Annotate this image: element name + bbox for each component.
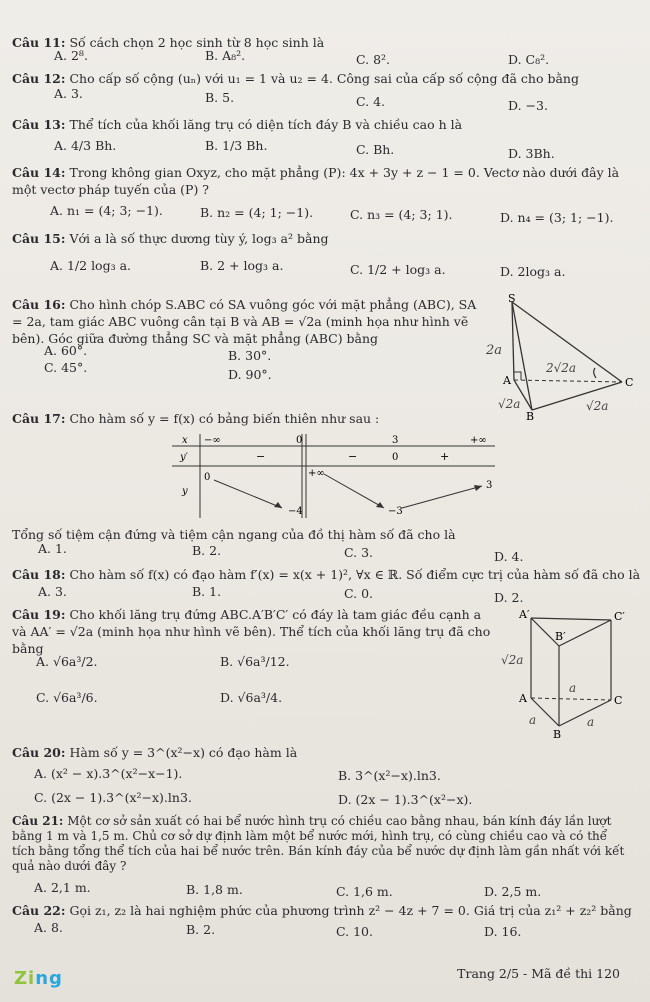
option-c: C. 3. [344,545,373,560]
question-16 [12,296,482,347]
y-val-2: −4 [288,506,303,517]
option-a: A. 60°. [44,343,88,358]
option-c: C. 10. [336,924,373,939]
option-a: A. n₁ = (4; 3; −1). [50,203,163,218]
vertex-c-prime: C′ [614,610,625,623]
question-text: Thể tích của khối lăng trụ có diện tích đáy B và chiều cao h là [69,117,463,132]
pyramid-figure [476,292,646,422]
option-d: D. 3Bh. [508,146,555,161]
question-17-prompt: Tổng số tiệm cận đứng và tiệm cận ngang của đồ thị hàm số đã cho là [12,527,456,542]
logo-part: Zi [14,968,36,989]
option-d: D. 16. [484,924,522,939]
y-val-4: −3 [388,506,403,517]
y-val-3: +∞ [308,468,325,479]
vertex-b-prime: B′ [555,630,566,643]
question-13 [12,116,642,133]
question-22 [12,902,642,919]
option-d: D. √6a³/4. [220,690,283,705]
option-c: C. 1,6 m. [336,884,393,899]
option-c: C. (2x − 1).3^(x²−x).ln3. [34,790,192,805]
vertex-a: A [503,374,511,387]
option-c: C. 0. [344,586,373,601]
option-b: B. 1/3 Bh. [205,138,268,153]
question-text: Một cơ sở sản xuất có hai bể nước hình trụ có chiều cao bằng nhau, bán kính đáy lần lượt bằng 1 m và 1,5 m. Chủ cơ sở dự định làm một bể nước mới, hình trụ, có cùng chiều cao và có thể tích bằng tổng thể tích của hai bể nước trên. Bán kính đáy của bể nước dự định làm gần nhất với kết quả nào dưới đây ? [12,814,625,873]
vertex-a: A [519,692,527,705]
option-c: C. n₃ = (4; 3; 1). [350,207,453,222]
question-number: Câu 18: [12,567,66,582]
row-y-label: y [182,486,188,497]
question-number: Câu 21: [12,814,64,828]
option-c: C. 1/2 + log₃ a. [350,262,446,277]
option-d: D. 4. [494,549,524,564]
option-b: B. 30°. [228,348,272,363]
vertex-b: B [526,410,535,422]
option-d: D. C₈². [508,52,550,67]
logo-part: ng [35,968,63,989]
label-sa: 2a [486,343,503,358]
yp-val-2: − [348,450,358,463]
y-val-1: 0 [204,472,211,483]
question-number: Câu 17: [12,411,66,426]
option-a: A. 8. [34,920,63,935]
yp-val-3: 0 [392,452,399,463]
option-b: B. √6a³/12. [220,654,290,669]
question-text: Trong không gian Oxyz, cho mặt phẳng (P): 4x + 3y + z − 1 = 0. Vectơ nào dưới đây là một vectơ pháp tuyến của (P) ? [12,165,620,197]
option-c: C. √6a³/6. [36,690,98,705]
question-text: Cho hình chóp S.ABC có SA vuông góc với mặt phẳng (ABC), SA = 2a, tam giác ABC vuông cân tại B và AB = √2a (minh họa như hình vẽ bên). Góc giữa đường thẳng SC và mặt phẳng (ABC) bằng [12,297,477,346]
option-b: B. 1,8 m. [186,882,243,897]
option-b: B. 3^(x²−x).ln3. [338,768,441,783]
question-number: Câu 19: [12,607,66,622]
x-val-4: +∞ [470,435,487,446]
question-text: Số cách chọn 2 học sinh từ 8 học sinh là [69,35,325,50]
option-d: D. 2,5 m. [484,884,542,899]
x-val-3: 3 [392,435,399,446]
question-number: Câu 20: [12,745,66,760]
option-c: C. 4. [356,94,385,109]
label-height: √2a [501,653,524,667]
question-18 [12,566,642,583]
option-a: A. √6a³/2. [36,654,98,669]
label-bc: a [587,715,595,729]
yp-val-4: + [440,450,450,463]
option-a: A. 4/3 Bh. [54,138,117,153]
question-text: Cho hàm số f(x) có đạo hàm f′(x) = x(x + 1)², ∀x ∈ ℝ. Số điểm cực trị của hàm số đã cho là [69,567,641,582]
vertex-s: S [508,292,516,305]
option-a: A. 2,1 m. [34,880,91,895]
question-number: Câu 16: [12,297,66,312]
label-bc: √2a [586,399,609,413]
question-number: Câu 12: [12,71,66,86]
x-val-2: 0 [296,435,303,446]
question-number: Câu 11: [12,35,66,50]
option-b: B. 2 + log₃ a. [200,258,284,273]
option-a: A. (x² − x).3^(x²−x−1). [34,766,183,781]
question-text: Hàm số y = 3^(x²−x) có đạo hàm là [69,745,298,760]
option-a: A. 1/2 log₃ a. [50,258,131,273]
option-a: A. 3. [54,86,83,101]
page-footer: Trang 2/5 - Mã đề thi 120 [457,966,620,981]
question-21 [12,814,632,874]
question-text: Cho khối lăng trụ đứng ABC.A′B′C′ có đáy là tam giác đều cạnh a và AA′ = √2a (minh họa như hình vẽ bên). Thể tích của khối lăng trụ đã cho bằng [12,607,491,656]
question-text: Cho cấp số cộng (uₙ) với u₁ = 1 và u₂ = 4. Công sai của cấp số cộng đã cho bằng [69,71,579,86]
variation-table [170,432,500,522]
label-ac: 2√2a [546,361,577,375]
option-c: C. Bh. [356,142,395,157]
option-d: D. 90°. [228,367,272,382]
question-number: Câu 13: [12,117,66,132]
vertex-c: C [614,694,623,707]
option-a: A. 2⁸. [54,48,88,63]
option-b: B. n₂ = (4; 1; −1). [200,205,314,220]
x-val-1: −∞ [204,435,221,446]
question-text: Với a là số thực dương tùy ý, log₃ a² bằng [69,231,329,246]
option-a: A. 1. [38,541,67,556]
row-yp-label: y′ [180,452,188,463]
zing-logo [14,968,63,989]
label-ab: √2a [498,397,521,411]
option-b: B. 5. [205,90,235,105]
option-d: D. (2x − 1).3^(x²−x). [338,792,473,807]
question-19 [12,606,496,657]
row-x-label: x [182,435,188,446]
question-11 [12,34,642,51]
question-15 [12,230,642,247]
label-ac: a [569,681,577,695]
y-val-5: 3 [486,480,493,491]
option-c: C. 45°. [44,360,88,375]
question-20 [12,744,642,761]
option-b: B. 2. [192,543,222,558]
option-b: B. 1. [192,584,222,599]
vertex-a-prime: A′ [519,608,530,621]
option-a: A. 3. [38,584,67,599]
question-number: Câu 14: [12,165,66,180]
option-d: D. 2log₃ a. [500,264,566,279]
option-d: D. −3. [508,98,548,113]
question-text: Cho hàm số y = f(x) có bảng biến thiên như sau : [69,411,380,426]
question-number: Câu 15: [12,231,66,246]
option-b: B. 2. [186,922,216,937]
vertex-c: C [625,376,634,389]
label-ab: a [529,713,537,727]
yp-val-1: − [256,450,266,463]
question-14 [12,164,642,198]
question-text: Gọi z₁, z₂ là hai nghiệm phức của phương trình z² − 4z + 7 = 0. Giá trị của z₁² + z₂² bằng [69,903,632,918]
option-c: C. 8². [356,52,391,67]
prism-figure [495,606,645,742]
vertex-b: B [553,728,562,741]
question-12 [12,70,642,87]
option-d: D. n₄ = (3; 1; −1). [500,210,614,225]
option-b: B. A₈². [205,48,246,63]
question-17 [12,410,642,427]
option-d: D. 2. [494,590,524,605]
question-number: Câu 22: [12,903,66,918]
